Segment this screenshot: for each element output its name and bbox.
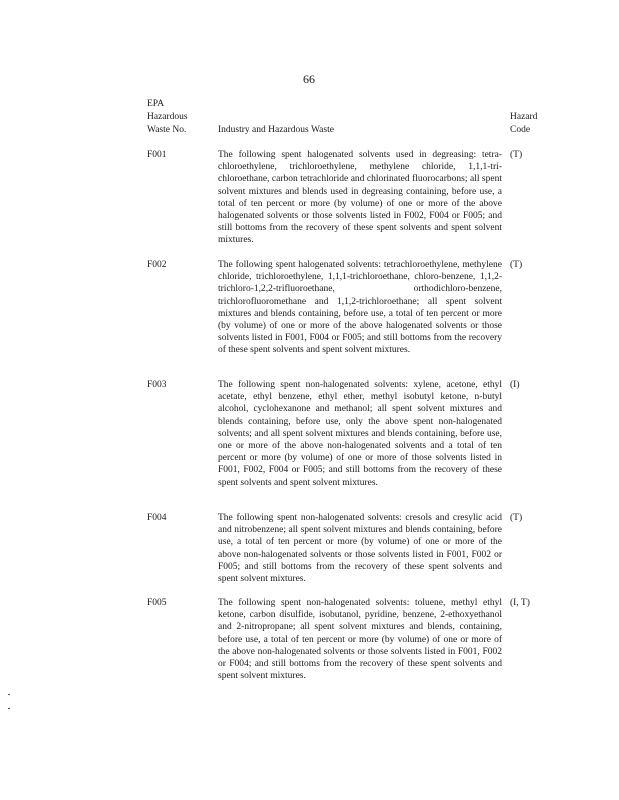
header-hazard-code [510,111,550,137]
header-epa-line: EPA [147,99,165,109]
hazard-code: (I) [510,380,520,390]
header-epa-line: Waste No. [147,125,187,135]
waste-description: The following spent non-halogenated solvents: cresols and cresylic acid and nitrobenzene; all spent solvent mixtures and blends containing, before use, a total of ten percent or more (by volume) of one or more of the above non-halogenated solvents or those solvents listed in F001, F002 or F005; and still bottoms from the recovery of these spent solvents and spent solvent mixtures. [218,513,502,585]
waste-code: F005 [147,598,167,608]
waste-code: F002 [147,260,167,270]
hazard-code: (I, T) [510,598,530,608]
page-number: 66 [303,72,315,86]
scan-speck [8,708,10,709]
waste-description: The following spent halogenated solvents: tetrachloroethylene, methylene chloride, trichloroethylene, 1,1,1-trichloroethane, chloro-benzene, 1,1,2-trichloro-1,2,2-trifluoroethane, orthodichloro-benzene, trichlorofluoromethane and 1,1,2-trichloroethane; all spent solvent mixtures and blends containing, before use, a total of ten percent or more (by volume) of one or more of the above halogenated solvents or those solvents listed in F001, F004 or F005; and still bottoms from the recovery of these spent solvents and spent solvent mixtures. [218,260,502,356]
waste-description: The following spent non-halogenated solvents: toluene, methyl ethyl ketone, carbon disulfide, isobutanol, pyridine, benzene, 2-ethoxyethanol and 2-nitropropane; all spent solvent mixtures and blends, containing, before use, a total of ten percent or more (by volume) of one or more of the above non-halogenated solvents or those solvents listed in F001, F002 or F004; and still bottoms from the recovery of these spent solvents and spent solvent mixtures. [218,598,502,682]
waste-code: F004 [147,513,167,523]
waste-code: F001 [147,150,167,160]
header-industry: Industry and Hazardous Waste [218,125,334,135]
waste-description: The following spent non-halogenated solvents: xylene, acetone, ethyl acetate, ethyl benzene, ethyl ether, methyl isobutyl ketone, n-butyl alcohol, cyclohexanone and methanol; all spent solvent mixtures and blends containing, before use, only the above spent non-halogenated solvents; and all spent solvent mixtures and blends containing, before use, one or more of the above non-halogenated solvents and a total of ten percent or more (by volume) of one or more of those solvents listed in F001, F002, F004 or F005; and still bottoms from the recovery of these spent solvents and spent solvent mixtures. [218,380,502,488]
header-hazard-line: Code [510,125,531,135]
waste-code: F003 [147,380,167,390]
header-epa-line: Hazardous [147,112,188,122]
hazard-code: (T) [510,260,523,270]
header-epa-waste-no [147,98,217,137]
waste-description: The following spent halogenated solvents used in degreasing: tetra-chloroethylene, trichloroethylene, methylene chloride, 1,1,1-tri-chloroethane, carbon tetrachloride and chlorinated fluorocarbons; all spent solvent mixtures and blends used in degreasing containing, before use, a total of ten percent or more (by volume) of one or more of the above halogenated solvents or those solvents listed in F002, F004 or F005; and still bottoms from the recovery of these spent solvents and spent solvent mixtures. [218,150,502,246]
scan-speck [8,694,10,695]
hazard-code: (T) [510,513,523,523]
header-hazard-line: Hazard [510,112,538,122]
hazard-code: (T) [510,150,523,160]
